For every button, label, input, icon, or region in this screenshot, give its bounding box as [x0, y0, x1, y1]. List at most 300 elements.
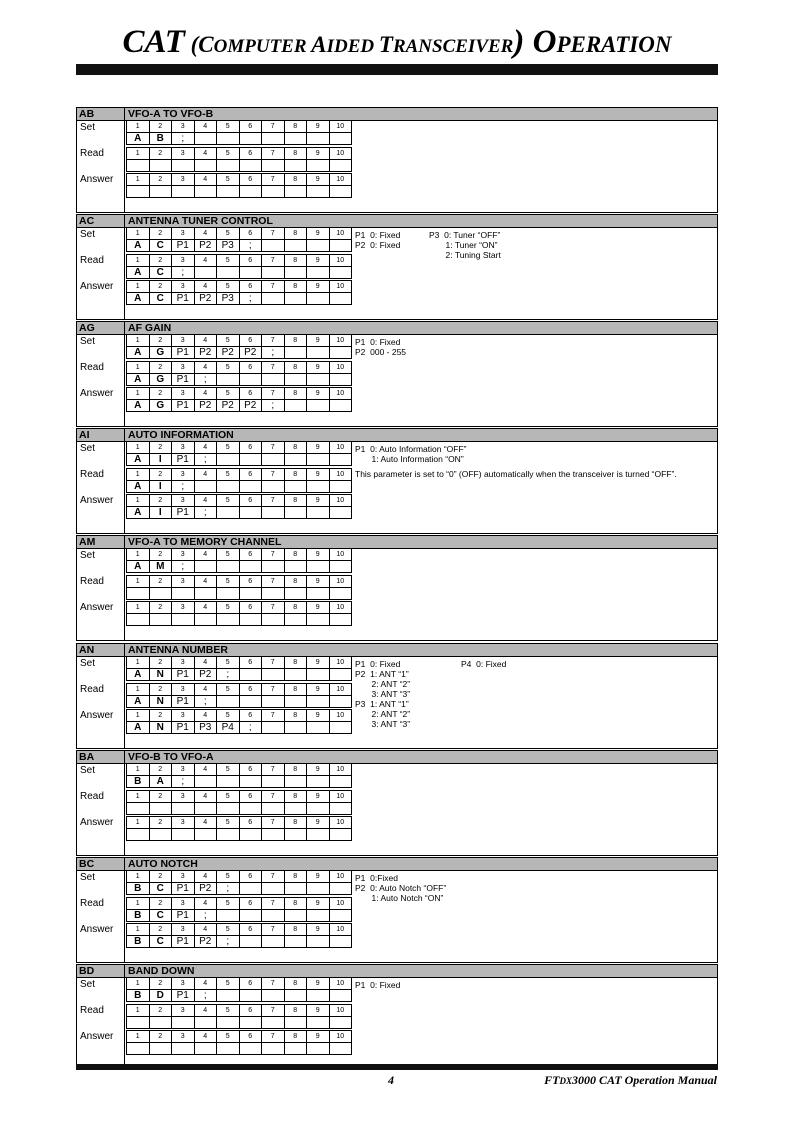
read-row-label: Read: [80, 576, 104, 587]
grid-value-cell: [217, 990, 240, 1002]
grid-value-cell: [284, 186, 307, 198]
grid-number-cell: 4: [194, 817, 217, 829]
grid-number-cell: 7: [262, 710, 285, 722]
grid-value-cell: [194, 561, 217, 573]
command-body: [76, 120, 718, 213]
grid-number-cell: 5: [217, 495, 240, 507]
grid-value-cell: ;: [194, 374, 217, 386]
answer-format-grid: [126, 494, 352, 519]
grid-value-cell: [217, 829, 240, 841]
grid-value-cell: P1: [172, 936, 195, 948]
grid-value-cell: [262, 883, 285, 895]
grid-value-cell: [239, 186, 262, 198]
grid-value-cell: [284, 696, 307, 708]
grid-value-cell: [329, 722, 352, 734]
grid-number-cell: 6: [239, 281, 262, 293]
grid-number-cell: 9: [307, 602, 330, 614]
grid-value-cell: ;: [172, 267, 195, 279]
grid-number-row: [127, 362, 352, 374]
grid-value-cell: ;: [194, 910, 217, 922]
label-divider: [124, 441, 125, 533]
grid-number-cell: 4: [194, 281, 217, 293]
grid-value-cell: [217, 267, 240, 279]
grid-value-cell: [284, 803, 307, 815]
command-header: [76, 535, 718, 549]
grid-number-cell: 5: [217, 602, 240, 614]
grid-value-cell: [284, 1043, 307, 1055]
grid-value-cell: [262, 803, 285, 815]
grid-number-cell: 8: [284, 576, 307, 588]
grid-number-cell: 1: [127, 871, 150, 883]
grid-value-cell: [127, 186, 150, 198]
grid-value-cell: [329, 240, 352, 252]
grid-number-cell: 10: [329, 684, 352, 696]
grid-value-cell: ;: [262, 347, 285, 359]
grid-number-cell: 1: [127, 228, 150, 240]
grid-number-cell: 3: [172, 442, 195, 454]
grid-value-cell: [307, 507, 330, 519]
grid-number-cell: 8: [284, 924, 307, 936]
grid-number-cell: 1: [127, 657, 150, 669]
grid-value-row: [127, 1017, 352, 1029]
label-divider: [124, 870, 125, 962]
grid-value-cell: [262, 1043, 285, 1055]
grid-value-cell: [239, 936, 262, 948]
grid-number-cell: 6: [239, 710, 262, 722]
grid-number-cell: 2: [149, 791, 172, 803]
grid-number-cell: 9: [307, 148, 330, 160]
grid-number-cell: 6: [239, 1031, 262, 1043]
grid-number-cell: 10: [329, 1031, 352, 1043]
grid-value-cell: P1: [172, 910, 195, 922]
grid-value-cell: [307, 267, 330, 279]
grid-value-cell: [239, 696, 262, 708]
label-divider: [124, 334, 125, 426]
grid-value-cell: ;: [194, 507, 217, 519]
grid-number-cell: 1: [127, 362, 150, 374]
grid-number-cell: 2: [149, 817, 172, 829]
grid-number-cell: 9: [307, 281, 330, 293]
grid-value-cell: M: [149, 561, 172, 573]
command-header: [76, 750, 718, 764]
command-block-am: [76, 535, 718, 642]
grid-value-cell: [284, 776, 307, 788]
grid-number-cell: 7: [262, 871, 285, 883]
grid-value-cell: [262, 722, 285, 734]
grid-value-cell: [239, 133, 262, 145]
grid-value-cell: P2: [194, 400, 217, 412]
grid-number-cell: 4: [194, 978, 217, 990]
grid-number-cell: 5: [217, 817, 240, 829]
read-format-grid: [126, 254, 352, 279]
grid-number-cell: 9: [307, 1005, 330, 1017]
grid-value-cell: [329, 614, 352, 626]
grid-number-cell: 1: [127, 764, 150, 776]
grid-number-cell: 6: [239, 495, 262, 507]
grid-value-cell: P2: [194, 347, 217, 359]
grid-value-cell: P2: [194, 293, 217, 305]
answer-format-grid: [126, 387, 352, 412]
grid-number-cell: 10: [329, 602, 352, 614]
command-name: AF GAIN: [128, 322, 172, 334]
grid-number-cell: 1: [127, 469, 150, 481]
command-name: AUTO NOTCH: [128, 858, 198, 870]
grid-value-cell: [262, 293, 285, 305]
read-format-grid: [126, 575, 352, 600]
grid-number-cell: 10: [329, 978, 352, 990]
grid-number-cell: 4: [194, 657, 217, 669]
grid-value-cell: P2: [194, 669, 217, 681]
grid-number-cell: 6: [239, 764, 262, 776]
grid-number-cell: 8: [284, 657, 307, 669]
grid-number-cell: 4: [194, 469, 217, 481]
grid-value-cell: [239, 1017, 262, 1029]
grid-value-cell: [217, 507, 240, 519]
parameter-notes: P1 0:Fixed P2 0: Auto Notch “OFF” 1: Auto Notch “ON”: [355, 873, 447, 903]
header-divider: [124, 215, 125, 227]
grid-number-row: [127, 442, 352, 454]
grid-value-cell: [284, 990, 307, 1002]
grid-number-cell: 6: [239, 576, 262, 588]
parameter-notes: P1 0: Fixed P2 000 - 255: [355, 337, 407, 357]
grid-number-cell: 3: [172, 978, 195, 990]
grid-number-cell: 1: [127, 388, 150, 400]
grid-value-cell: [307, 561, 330, 573]
grid-value-cell: [329, 803, 352, 815]
grid-number-cell: 10: [329, 791, 352, 803]
grid-value-cell: [262, 454, 285, 466]
grid-value-cell: [149, 829, 172, 841]
label-divider: [124, 227, 125, 319]
grid-number-cell: 10: [329, 657, 352, 669]
grid-value-cell: [172, 588, 195, 600]
grid-value-cell: [329, 696, 352, 708]
grid-number-cell: 4: [194, 1031, 217, 1043]
command-remark: This parameter is set to “0” (OFF) automatically when the transceiver is turned “OFF”.: [355, 469, 677, 479]
set-row-label: Set: [80, 443, 96, 454]
command-name: ANTENNA NUMBER: [128, 644, 228, 656]
grid-value-cell: [262, 160, 285, 172]
grid-number-row: [127, 228, 352, 240]
set-format-grid: [126, 977, 352, 1002]
grid-value-cell: [262, 936, 285, 948]
grid-value-cell: P1: [172, 669, 195, 681]
grid-number-cell: 3: [172, 335, 195, 347]
command-body: [76, 870, 718, 963]
grid-value-cell: [284, 883, 307, 895]
set-row-label: Set: [80, 122, 96, 133]
grid-value-cell: [307, 1043, 330, 1055]
grid-number-cell: 6: [239, 924, 262, 936]
answer-row-label: Answer: [80, 174, 114, 185]
grid-value-cell: [217, 561, 240, 573]
grid-number-cell: 4: [194, 898, 217, 910]
grid-value-cell: [239, 588, 262, 600]
set-row-label: Set: [80, 765, 96, 776]
grid-number-cell: 6: [239, 657, 262, 669]
grid-value-row: [127, 669, 352, 681]
grid-value-cell: [307, 990, 330, 1002]
grid-value-cell: [172, 829, 195, 841]
grid-value-cell: [307, 347, 330, 359]
grid-number-cell: 4: [194, 764, 217, 776]
set-format-grid: [126, 656, 352, 681]
grid-value-cell: [262, 1017, 285, 1029]
grid-value-cell: P2: [239, 347, 262, 359]
grid-number-cell: 9: [307, 1031, 330, 1043]
set-row-label: Set: [80, 658, 96, 669]
grid-value-cell: [307, 293, 330, 305]
grid-number-cell: 10: [329, 549, 352, 561]
grid-value-cell: [329, 829, 352, 841]
grid-value-cell: P2: [217, 347, 240, 359]
grid-number-cell: 2: [149, 684, 172, 696]
grid-number-cell: 10: [329, 255, 352, 267]
grid-value-cell: [284, 614, 307, 626]
grid-number-cell: 10: [329, 576, 352, 588]
grid-number-cell: 10: [329, 764, 352, 776]
answer-format-grid: [126, 1030, 352, 1055]
grid-number-cell: 8: [284, 442, 307, 454]
grid-value-cell: [329, 347, 352, 359]
grid-number-cell: 2: [149, 148, 172, 160]
set-row-label: Set: [80, 229, 96, 240]
grid-value-cell: [239, 267, 262, 279]
grid-number-cell: 5: [217, 255, 240, 267]
grid-value-row: [127, 240, 352, 252]
grid-value-cell: ;: [172, 481, 195, 493]
grid-number-row: [127, 335, 352, 347]
grid-number-cell: 1: [127, 684, 150, 696]
grid-number-row: [127, 255, 352, 267]
grid-number-row: [127, 764, 352, 776]
parameter-notes: P1 0: Fixed: [355, 980, 401, 990]
grid-value-cell: [172, 1043, 195, 1055]
grid-value-cell: [329, 186, 352, 198]
grid-value-cell: [127, 1043, 150, 1055]
grid-number-cell: 5: [217, 469, 240, 481]
grid-number-cell: 8: [284, 871, 307, 883]
grid-value-cell: [262, 990, 285, 1002]
grid-value-cell: [239, 883, 262, 895]
grid-value-cell: I: [149, 481, 172, 493]
grid-value-cell: [217, 803, 240, 815]
grid-value-cell: P1: [172, 240, 195, 252]
grid-number-cell: 2: [149, 657, 172, 669]
grid-number-cell: 3: [172, 388, 195, 400]
grid-number-cell: 6: [239, 549, 262, 561]
grid-number-cell: 6: [239, 684, 262, 696]
grid-value-cell: [194, 829, 217, 841]
grid-value-cell: C: [149, 883, 172, 895]
grid-number-cell: 2: [149, 924, 172, 936]
grid-number-cell: 7: [262, 657, 285, 669]
grid-number-cell: 5: [217, 764, 240, 776]
grid-number-cell: 5: [217, 1031, 240, 1043]
command-body: [76, 977, 718, 1070]
grid-number-cell: 7: [262, 148, 285, 160]
grid-number-cell: 5: [217, 174, 240, 186]
grid-value-cell: [239, 561, 262, 573]
grid-value-row: [127, 347, 352, 359]
grid-value-cell: [217, 910, 240, 922]
set-format-grid: [126, 870, 352, 895]
grid-value-cell: [194, 160, 217, 172]
grid-number-cell: 4: [194, 442, 217, 454]
grid-number-cell: 3: [172, 791, 195, 803]
grid-number-cell: 6: [239, 817, 262, 829]
read-row-label: Read: [80, 684, 104, 695]
grid-number-cell: 6: [239, 791, 262, 803]
grid-number-cell: 2: [149, 764, 172, 776]
grid-number-cell: 3: [172, 148, 195, 160]
grid-number-cell: 8: [284, 764, 307, 776]
grid-value-cell: C: [149, 910, 172, 922]
grid-value-row: [127, 267, 352, 279]
grid-value-cell: B: [127, 883, 150, 895]
grid-value-cell: P3: [217, 240, 240, 252]
grid-number-cell: 3: [172, 764, 195, 776]
grid-number-cell: 3: [172, 657, 195, 669]
grid-value-cell: [329, 133, 352, 145]
grid-value-cell: P1: [172, 374, 195, 386]
grid-number-cell: 8: [284, 817, 307, 829]
grid-value-cell: [149, 614, 172, 626]
grid-value-cell: [284, 347, 307, 359]
grid-number-row: [127, 684, 352, 696]
grid-value-cell: [172, 186, 195, 198]
grid-value-row: [127, 1043, 352, 1055]
grid-number-cell: 1: [127, 978, 150, 990]
grid-number-cell: 9: [307, 576, 330, 588]
grid-number-cell: 5: [217, 871, 240, 883]
header-divider: [124, 965, 125, 977]
command-block-bd: [76, 964, 718, 1071]
grid-number-cell: 9: [307, 495, 330, 507]
header-divider: [124, 429, 125, 441]
grid-number-cell: 6: [239, 362, 262, 374]
header-divider: [124, 751, 125, 763]
grid-number-cell: 2: [149, 121, 172, 133]
grid-value-cell: B: [127, 910, 150, 922]
grid-number-cell: 9: [307, 978, 330, 990]
grid-number-cell: 9: [307, 442, 330, 454]
grid-value-cell: [262, 696, 285, 708]
grid-number-cell: 5: [217, 442, 240, 454]
grid-number-cell: 6: [239, 469, 262, 481]
grid-number-cell: 1: [127, 442, 150, 454]
page-title: CAT (COMPUTER AIDED TRANSCEIVER) OPERATION: [122, 24, 672, 60]
grid-number-cell: 2: [149, 495, 172, 507]
grid-number-cell: 7: [262, 576, 285, 588]
grid-number-row: [127, 898, 352, 910]
grid-number-cell: 1: [127, 817, 150, 829]
grid-number-cell: 6: [239, 174, 262, 186]
grid-value-cell: [329, 400, 352, 412]
command-body: [76, 227, 718, 320]
grid-number-cell: 8: [284, 121, 307, 133]
grid-number-cell: 10: [329, 228, 352, 240]
grid-number-cell: 10: [329, 335, 352, 347]
grid-value-cell: A: [127, 374, 150, 386]
grid-number-cell: 3: [172, 924, 195, 936]
grid-value-cell: A: [127, 240, 150, 252]
grid-value-cell: C: [149, 267, 172, 279]
grid-number-cell: 10: [329, 442, 352, 454]
grid-number-cell: 2: [149, 871, 172, 883]
grid-value-cell: [284, 1017, 307, 1029]
answer-row-label: Answer: [80, 281, 114, 292]
grid-number-cell: 7: [262, 228, 285, 240]
grid-value-cell: [217, 481, 240, 493]
grid-value-cell: [307, 696, 330, 708]
header-divider: [124, 644, 125, 656]
grid-value-row: [127, 186, 352, 198]
grid-value-cell: [194, 1017, 217, 1029]
grid-number-cell: 8: [284, 174, 307, 186]
read-row-label: Read: [80, 898, 104, 909]
grid-value-cell: [262, 481, 285, 493]
grid-number-cell: 6: [239, 898, 262, 910]
grid-value-cell: C: [149, 293, 172, 305]
command-header: [76, 107, 718, 121]
grid-number-cell: 8: [284, 495, 307, 507]
grid-value-cell: P1: [172, 990, 195, 1002]
grid-value-cell: P2: [217, 400, 240, 412]
set-format-grid: [126, 441, 352, 466]
grid-value-cell: [217, 160, 240, 172]
grid-number-cell: 7: [262, 898, 285, 910]
grid-number-cell: 4: [194, 362, 217, 374]
grid-number-cell: 2: [149, 442, 172, 454]
grid-number-cell: 10: [329, 817, 352, 829]
grid-value-cell: [239, 481, 262, 493]
read-row-label: Read: [80, 791, 104, 802]
grid-number-cell: 1: [127, 255, 150, 267]
grid-number-cell: 8: [284, 362, 307, 374]
command-block-bc: [76, 857, 718, 964]
grid-value-cell: [217, 186, 240, 198]
grid-value-cell: [194, 481, 217, 493]
grid-number-cell: 9: [307, 710, 330, 722]
grid-value-cell: P3: [194, 722, 217, 734]
grid-number-cell: 7: [262, 495, 285, 507]
grid-value-cell: [284, 267, 307, 279]
grid-number-cell: 10: [329, 1005, 352, 1017]
grid-value-cell: [239, 374, 262, 386]
grid-value-cell: [194, 614, 217, 626]
set-row-label: Set: [80, 979, 96, 990]
answer-row-label: Answer: [80, 817, 114, 828]
grid-value-cell: [329, 776, 352, 788]
grid-number-cell: 1: [127, 335, 150, 347]
grid-number-cell: 7: [262, 255, 285, 267]
grid-value-cell: [284, 588, 307, 600]
grid-number-row: [127, 602, 352, 614]
command-header: [76, 214, 718, 228]
grid-number-cell: 9: [307, 549, 330, 561]
grid-number-cell: 1: [127, 924, 150, 936]
grid-value-cell: [262, 186, 285, 198]
grid-number-cell: 3: [172, 174, 195, 186]
grid-value-cell: [329, 1017, 352, 1029]
grid-value-cell: [149, 1043, 172, 1055]
grid-value-cell: [239, 990, 262, 1002]
grid-number-cell: 4: [194, 549, 217, 561]
grid-value-cell: A: [127, 669, 150, 681]
grid-number-cell: 2: [149, 255, 172, 267]
grid-number-row: [127, 495, 352, 507]
